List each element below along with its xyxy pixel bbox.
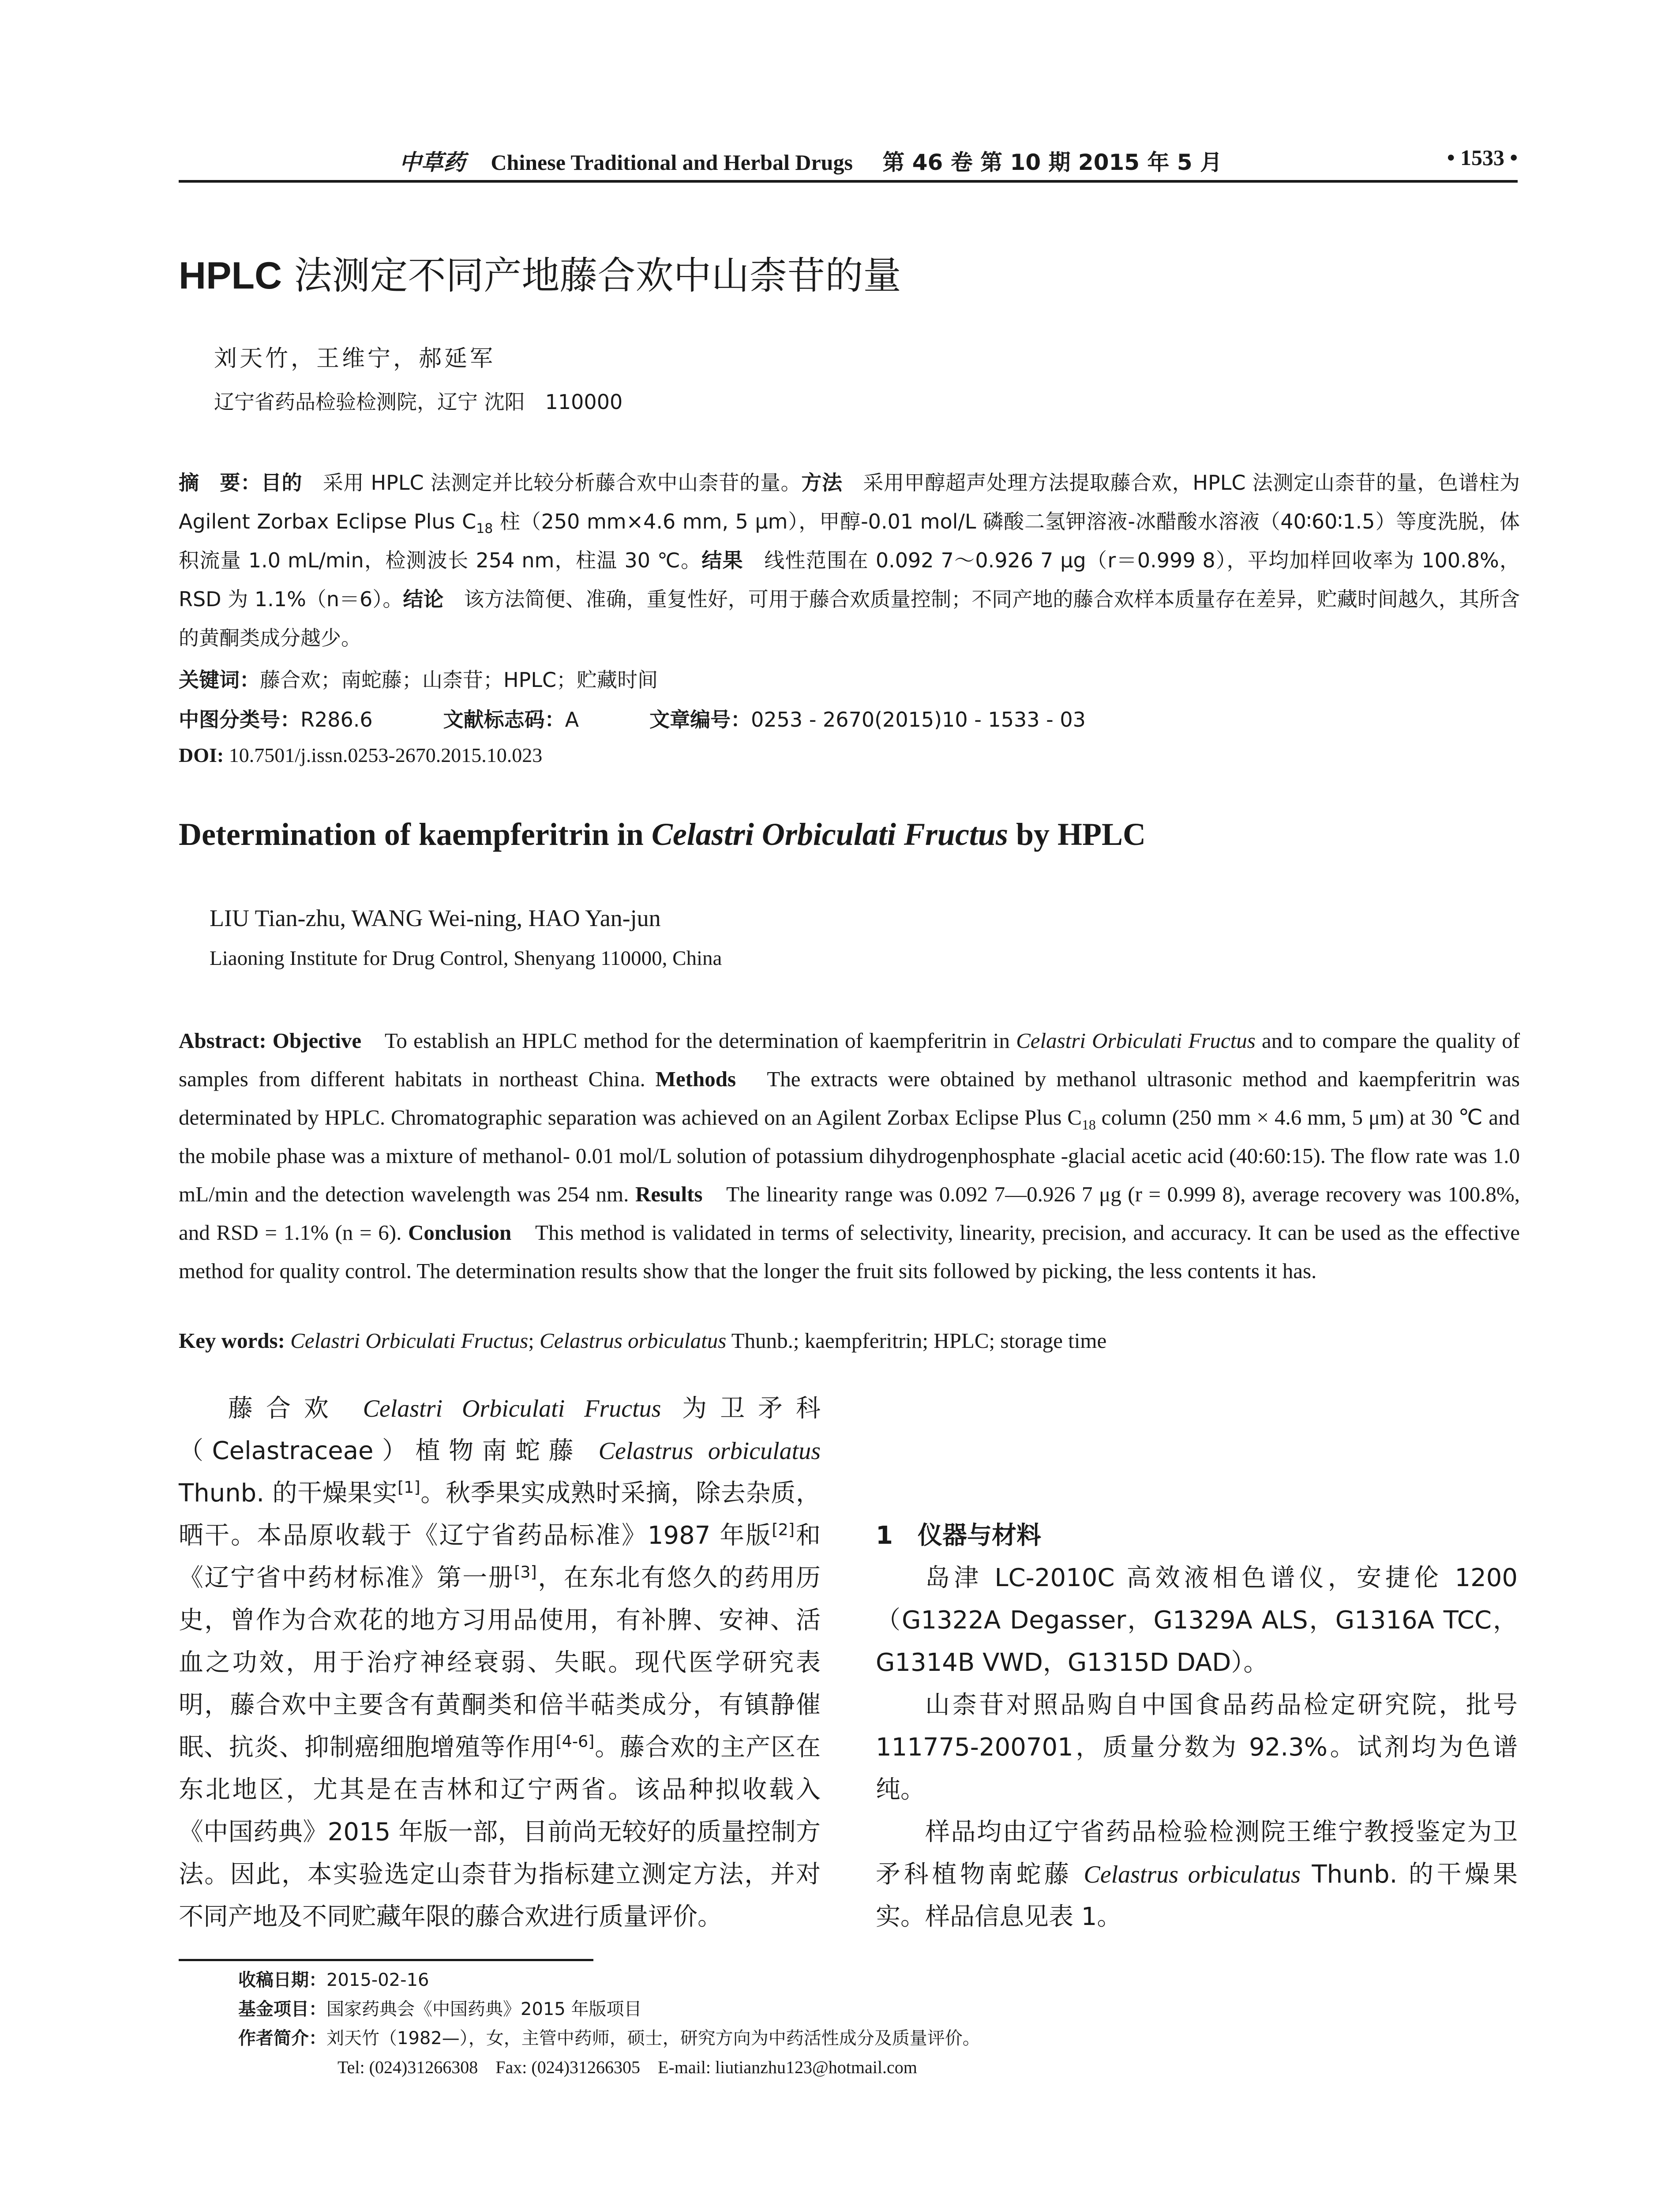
- p1-a: 藤合欢: [228, 1394, 363, 1423]
- en-results-label: Results: [635, 1182, 703, 1206]
- en-methods-a: The extracts were obtained by methanol ultrasonic method and kaempferitrin was determinated by HPLC. Chromatographic separation was achieved on an Agilent Zorbax Eclipse Plus C: [179, 1067, 1520, 1129]
- ref-4-6: [4-6]: [555, 1732, 595, 1751]
- doc-code-label: 文献标志码：: [443, 708, 565, 732]
- p4-b: Thunb. 的干燥果实。样品信息见表 1。: [876, 1860, 1518, 1931]
- journal-name-cn: 中草药: [399, 150, 465, 175]
- en-objective-italic: Celastri Orbiculati Fructus: [1016, 1028, 1256, 1053]
- clc-value: R286.6: [300, 708, 373, 732]
- cn-title-text: 法测定不同产地藤合欢中山柰苷的量: [282, 254, 901, 298]
- body-paragraph-reference: 山柰苷对照品购自中国食品药品检定研究院，批号 111775-200701，质量分数为 92.3%。试剂均为色谱纯。: [876, 1691, 1518, 1804]
- en-title-a: Determination of kaempferitrin in: [179, 817, 652, 852]
- fn-received-value: 2015-02-16: [326, 1970, 429, 1990]
- fn-author: [238, 2024, 980, 2053]
- p1-c: Thunb. 的干燥果实: [179, 1479, 398, 1508]
- fn-fund: [238, 1995, 980, 2024]
- en-objective-a: To establish an HPLC method for the determination of kaempferitrin in: [361, 1028, 1016, 1053]
- en-methods-sub: 18: [1081, 1117, 1096, 1133]
- doi-value: 10.7501/j.issn.0253-2670.2015.10.023: [224, 744, 543, 766]
- cn-methods-b: 柱（250 mm×4.6 mm, 5 μm），甲醇-0.01 mol/L 磷酸二氢钾溶液-冰醋酸水溶液（40∶60∶1.5）等度洗脱，体积流量 1.0 mL/min，检测波长 254 nm，柱温 30 ℃。: [179, 510, 1520, 572]
- cn-results-label: 结果: [701, 548, 743, 572]
- p1-f: ，在东北有悠久的药用历史，曾作为合欢花的地方习用品使用，有补脾、安神、活血之功效，用于治疗神经衰弱、失眠。现代医学研究表明，藤合欢中主要含有黄酮类和倍半萜类成分，有镇静催眠、抗炎、抑制癌细胞增殖等作用: [179, 1564, 821, 1762]
- cn-conclusion: 该方法简便、准确，重复性好，可用于藤合欢质量控制；不同产地的藤合欢样本质量存在差异，贮藏时间越久，其所含的黄酮类成分越少。: [179, 587, 1520, 650]
- cn-keywords: [179, 664, 658, 693]
- ref-1: [1]: [398, 1478, 420, 1497]
- en-kw-3: Celastrus orbiculatus: [540, 1328, 727, 1353]
- footnotes: [238, 1966, 980, 2082]
- fn-received: [238, 1966, 980, 1995]
- doi-line: [179, 743, 542, 767]
- en-kw-2: ;: [528, 1328, 540, 1353]
- p1-latin-1: Celastri Orbiculati Fructus: [363, 1395, 661, 1422]
- clc-label: 中图分类号：: [179, 708, 300, 732]
- cn-methods-sub: 18: [476, 521, 493, 537]
- body-column-left: [179, 1388, 821, 1938]
- ref-3: [3]: [514, 1562, 537, 1582]
- cn-abstract: [179, 463, 1520, 657]
- ref-2: [2]: [772, 1520, 795, 1539]
- fn-author-label: 作者简介：: [238, 2028, 326, 2048]
- cn-authors: 刘天竹，王维宁，郝延军: [214, 345, 496, 372]
- en-keywords: [179, 1328, 1520, 1353]
- en-conclusion-label: Conclusion: [408, 1220, 512, 1245]
- en-abstract: [179, 1021, 1520, 1290]
- cn-objective-label: 目的: [261, 471, 303, 495]
- cn-results: 线性范围在 0.092 7～0.926 7 μg（r＝0.999 8），平均加样回收率为 100.8%，RSD 为 1.1%（n＝6）。: [179, 548, 1520, 611]
- en-title: [179, 816, 1146, 853]
- en-kw-1: Celastri Orbiculati Fructus: [285, 1328, 529, 1353]
- en-methods-b: column (250 mm × 4.6 mm, 5 μm) at 30 ℃ and the mobile phase was a mixture of methanol- 0.01 mol/L solution of potassium dihydrogenphosphate -glacial acetic acid (40:60:15). The flow rate was 1.0 mL/min and the detection wavelength was 254 nm.: [179, 1105, 1520, 1206]
- en-title-b: by HPLC: [1008, 817, 1146, 852]
- body-paragraph-intro: [179, 1388, 821, 1938]
- p1-b: 为卫矛科（Celastraceae）植物南蛇藤: [179, 1394, 821, 1465]
- journal-name-en: Chinese Traditional and Herbal Drugs: [491, 150, 853, 175]
- footnote-rule: [179, 1959, 593, 1961]
- cn-abstract-label: 摘 要：: [179, 471, 261, 495]
- en-methods-label: Methods: [655, 1067, 736, 1091]
- cn-affiliation: 辽宁省药品检验检测院，辽宁 沈阳 110000: [214, 390, 623, 414]
- body-paragraph-samples: [876, 1811, 1518, 1938]
- doc-code-value: A: [565, 708, 579, 732]
- en-objective-b: and to compare the quality of samples from different habitats in northeast China.: [179, 1028, 1520, 1091]
- section-heading-1: 1 仪器与材料: [876, 1521, 1041, 1550]
- p4-latin: Celastrus orbiculatus: [1084, 1861, 1301, 1888]
- en-authors: LIU Tian-zhu, WANG Wei-ning, HAO Yan-jun: [210, 905, 661, 931]
- p1-g: 。藤合欢的主产区在东北地区，尤其是在吉林和辽宁两省。该品种拟收载入《中国药典》2015 年版一部，目前尚无较好的质量控制方法。因此，本实验选定山柰苷为指标建立测定方法，并对不同产地及不同贮藏年限的藤合欢进行质量评价。: [179, 1733, 821, 1931]
- en-title-italic: Celastri Orbiculati Fructus: [651, 817, 1008, 852]
- article-no-label: 文章编号：: [649, 708, 751, 732]
- cn-classification: [179, 704, 1086, 733]
- cn-keywords-label: 关键词：: [179, 668, 260, 692]
- en-conclusion: This method is validated in terms of selectivity, linearity, precision, and accuracy. It can be used as the effective method for quality control. The determination results show that the longer the fruit sits followed by picking, the less contents it has.: [179, 1220, 1520, 1283]
- en-affiliation: Liaoning Institute for Drug Control, Shenyang 110000, China: [210, 947, 722, 970]
- page-number: • 1533 •: [1447, 145, 1518, 170]
- cn-keywords-text: 藤合欢；南蛇藤；山柰苷；HPLC；贮藏时间: [260, 668, 658, 692]
- fn-contact: Tel: (024)31266308 Fax: (024)31266305 E-mail: liutianzhu123@hotmail.com: [338, 2057, 917, 2077]
- cn-conclusion-label: 结论: [403, 587, 444, 611]
- cn-objective: 采用 HPLC 法测定并比较分析藤合欢中山柰苷的量。: [302, 471, 802, 495]
- body-column-right: [876, 1515, 1518, 1938]
- cn-title: [179, 245, 901, 300]
- journal-line: [399, 145, 1222, 176]
- running-header: [179, 140, 1518, 183]
- fn-fund-label: 基金项目：: [238, 1999, 326, 2019]
- fn-fund-value: 国家药典会《中国药典》2015 年版项目: [326, 1999, 642, 2019]
- en-results: The linearity range was 0.092 7—0.926 7 μg (r = 0.999 8), average recovery was 100.8%, and RSD = 1.1% (n = 6).: [179, 1182, 1520, 1245]
- body-paragraph-instruments: 岛津 LC-2010C 高效液相色谱仪，安捷伦 1200（G1322A Degasser，G1329A ALS，G1316A TCC，G1314B VWD，G1315D DAD）。: [876, 1564, 1518, 1677]
- en-objective-label: Objective: [272, 1028, 362, 1053]
- p4-a: 样品均由辽宁省药品检验检测院王维宁教授鉴定为卫矛科植物南蛇藤: [876, 1818, 1518, 1889]
- en-abstract-label: Abstract:: [179, 1028, 266, 1053]
- article-no-value: 0253 - 2670(2015)10 - 1533 - 03: [751, 708, 1086, 732]
- fn-author-value: 刘天竹（1982—），女，主管中药师，硕士，研究方向为中药活性成分及质量评价。: [326, 2028, 980, 2048]
- cn-title-latin: HPLC: [179, 255, 282, 297]
- p1-latin-2: Celastrus orbiculatus: [598, 1437, 821, 1465]
- doi-label: DOI:: [179, 744, 224, 766]
- issue-info: 第 46 卷 第 10 期 2015 年 5 月: [882, 150, 1222, 175]
- cn-methods-label: 方法: [801, 471, 843, 495]
- en-keywords-label: Key words:: [179, 1328, 285, 1353]
- fn-received-label: 收稿日期：: [238, 1970, 326, 1990]
- cn-methods-a: 采用甲醇超声处理方法提取藤合欢，HPLC 法测定山柰苷的量，色谱柱为 Agilent Zorbax Eclipse Plus C: [179, 471, 1520, 533]
- p1-d: 。秋季果实成熟时采摘，除去杂质，晒干。本品原收载于《辽宁省药品标准》1987 年版: [179, 1479, 821, 1550]
- en-kw-4: Thunb.; kaempferitrin; HPLC; storage time: [726, 1328, 1107, 1353]
- p1-e: 和《辽宁省中药材标准》第一册: [179, 1521, 821, 1592]
